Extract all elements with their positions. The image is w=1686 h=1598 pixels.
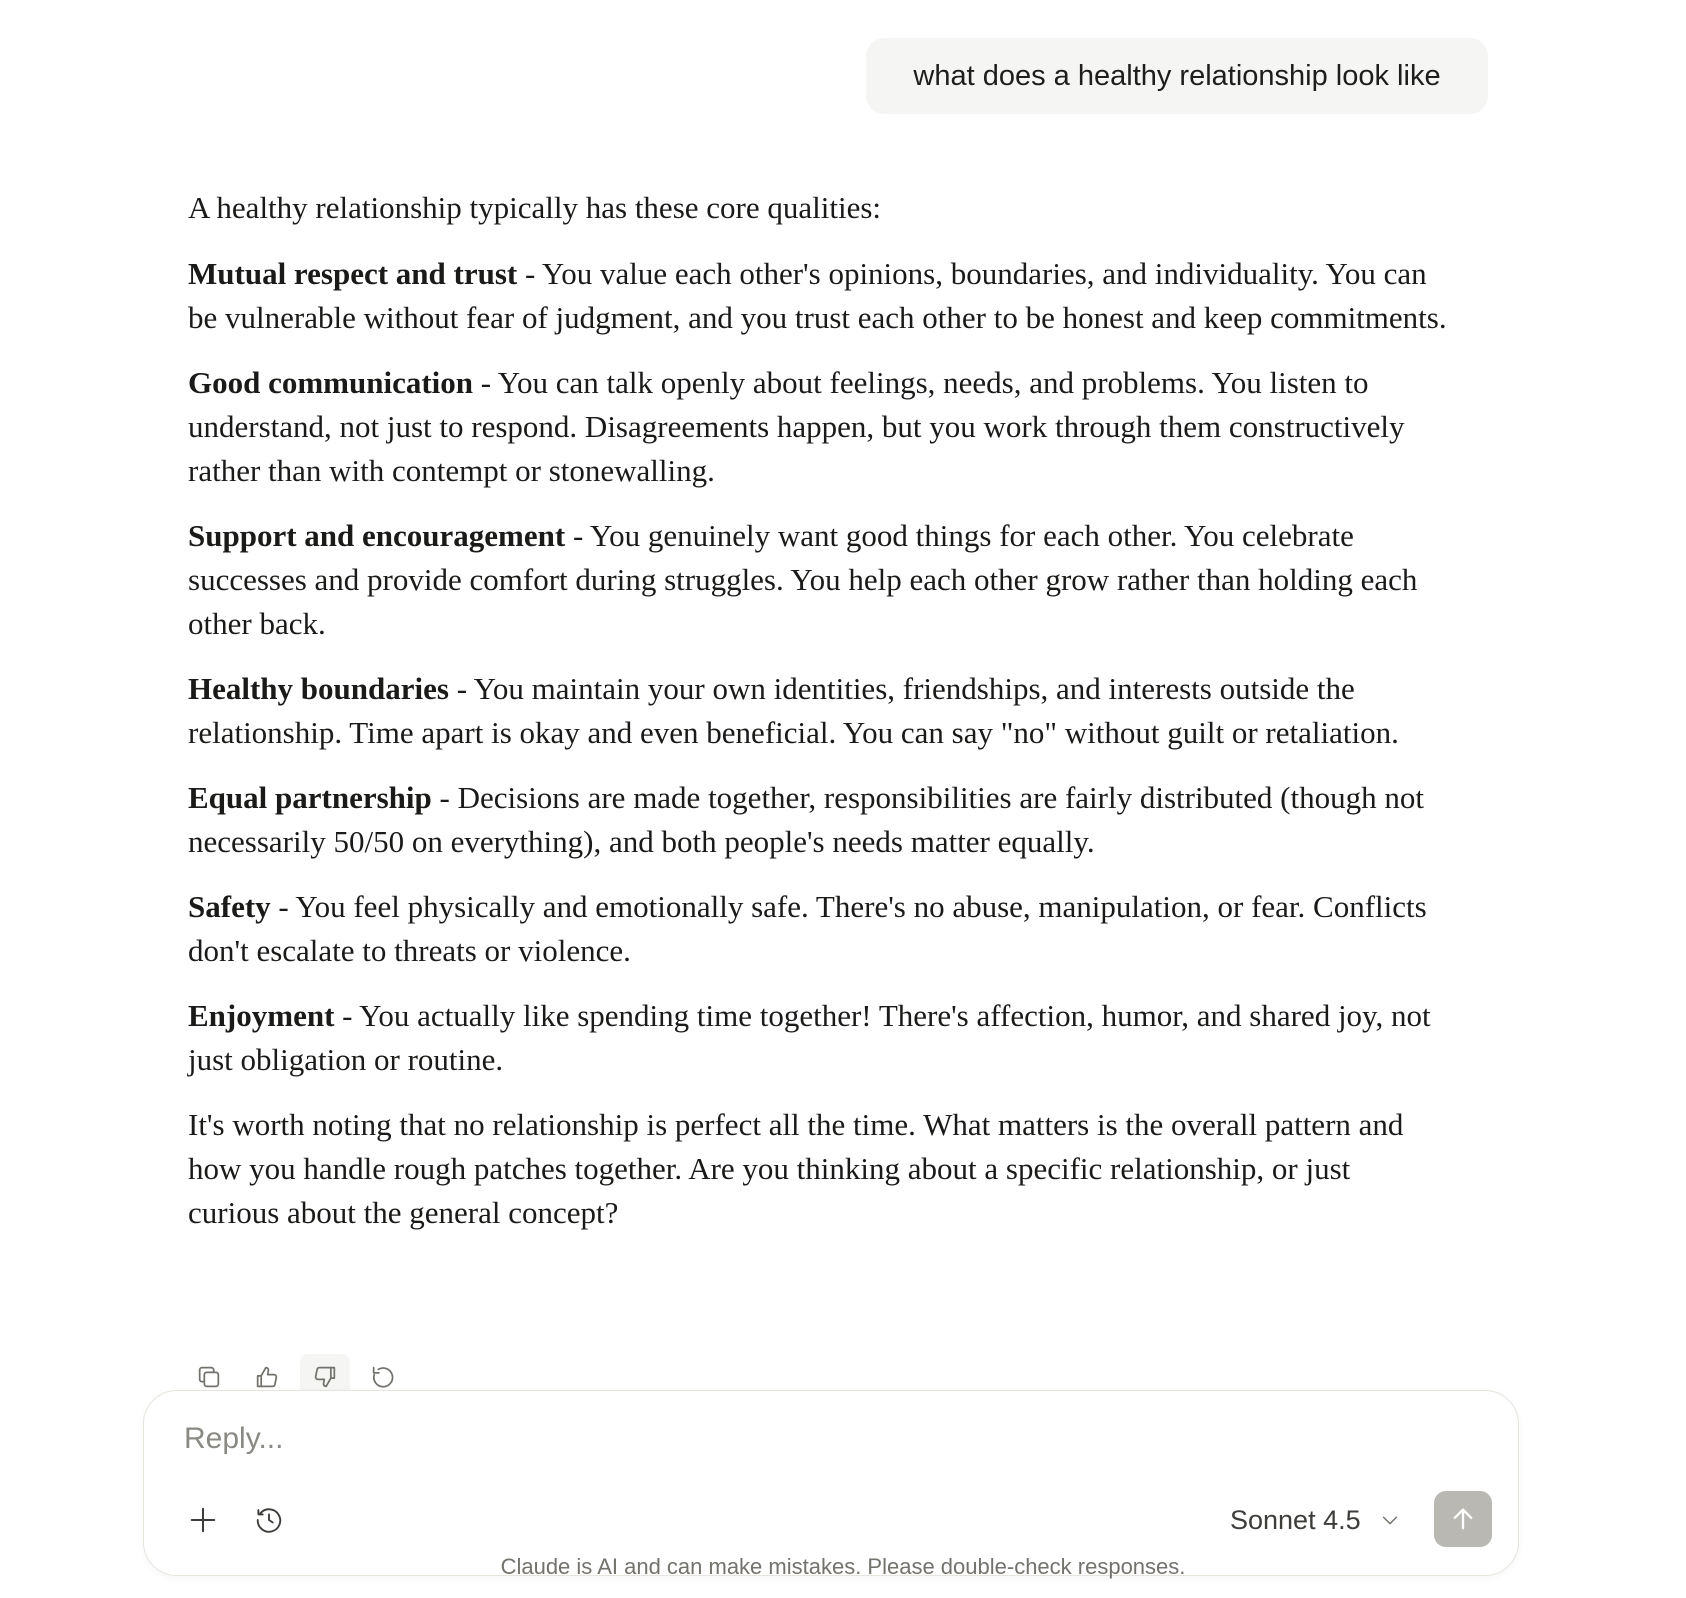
user-message-bubble [866, 38, 1488, 114]
copy-icon [195, 1363, 223, 1391]
thumbs-down-icon [311, 1363, 339, 1391]
arrow-up-icon [1449, 1505, 1477, 1533]
history-button[interactable] [246, 1497, 292, 1543]
retry-icon [369, 1363, 397, 1391]
section-heading: Healthy boundaries [188, 671, 449, 706]
response-section [188, 514, 1448, 646]
section-heading: Good communication [188, 365, 474, 400]
section-heading: Enjoyment [188, 998, 335, 1033]
user-message-text: what does a healthy relationship look like [913, 59, 1441, 92]
disclaimer-text: Claude is AI and can make mistakes. Please double-check responses. [500, 1554, 1186, 1579]
section-heading: Equal partnership [188, 780, 432, 815]
thumbs-up-icon [253, 1363, 281, 1391]
response-section [188, 252, 1448, 340]
plus-icon [188, 1505, 218, 1535]
section-heading: Mutual respect and trust [188, 256, 518, 291]
response-section [188, 994, 1448, 1082]
response-intro: A healthy relationship typically has these core qualities: [188, 190, 882, 225]
response-section [188, 885, 1448, 973]
section-heading: Safety [188, 889, 271, 924]
section-body: - You maintain your own identities, friendships, and interests outside the relationship. Time apart is okay and even beneficial. You can say "no" without guilt or retaliation. [188, 671, 1399, 750]
section-body: - You can talk openly about feelings, needs, and problems. You listen to understand, not just to respond. Disagreements happen, but you work through them constructively rather than with contempt or stonewalling. [188, 365, 1405, 488]
section-body: - You actually like spending time together! There's affection, humor, and shared joy, not just obligation or routine. [188, 998, 1431, 1077]
model-selector[interactable] [1230, 1497, 1401, 1543]
section-body: - You genuinely want good things for each other. You celebrate successes and provide comfort during struggles. You help each other grow rather than holding each other back. [188, 518, 1418, 641]
section-body: - Decisions are made together, responsibilities are fairly distributed (though not necessarily 50/50 on everything), and both people's needs matter equally. [188, 780, 1424, 859]
section-heading: Support and encouragement [188, 518, 566, 553]
assistant-response [188, 186, 1448, 1256]
response-closing: It's worth noting that no relationship is perfect all the time. What matters is the overall pattern and how you handle rough patches together. Are you thinking about a specific relationship, or just curious about the general concept? [188, 1107, 1404, 1230]
chevron-down-icon [1379, 1509, 1401, 1531]
clock-icon [254, 1505, 284, 1535]
section-body: - You value each other's opinions, boundaries, and individuality. You can be vulnerable without fear of judgment, and you trust each other to be honest and keep commitments. [188, 256, 1447, 335]
add-attachment-button[interactable] [180, 1497, 226, 1543]
model-name: Sonnet 4.5 [1230, 1504, 1361, 1535]
response-section [188, 776, 1448, 864]
reply-composer [143, 1390, 1519, 1576]
send-button[interactable] [1434, 1491, 1492, 1547]
reply-input[interactable] [182, 1413, 1386, 1465]
section-body: - You feel physically and emotionally safe. There's no abuse, manipulation, or fear. Conflicts don't escalate to threats or violence. [188, 889, 1427, 968]
response-section [188, 667, 1448, 755]
response-section [188, 361, 1448, 493]
